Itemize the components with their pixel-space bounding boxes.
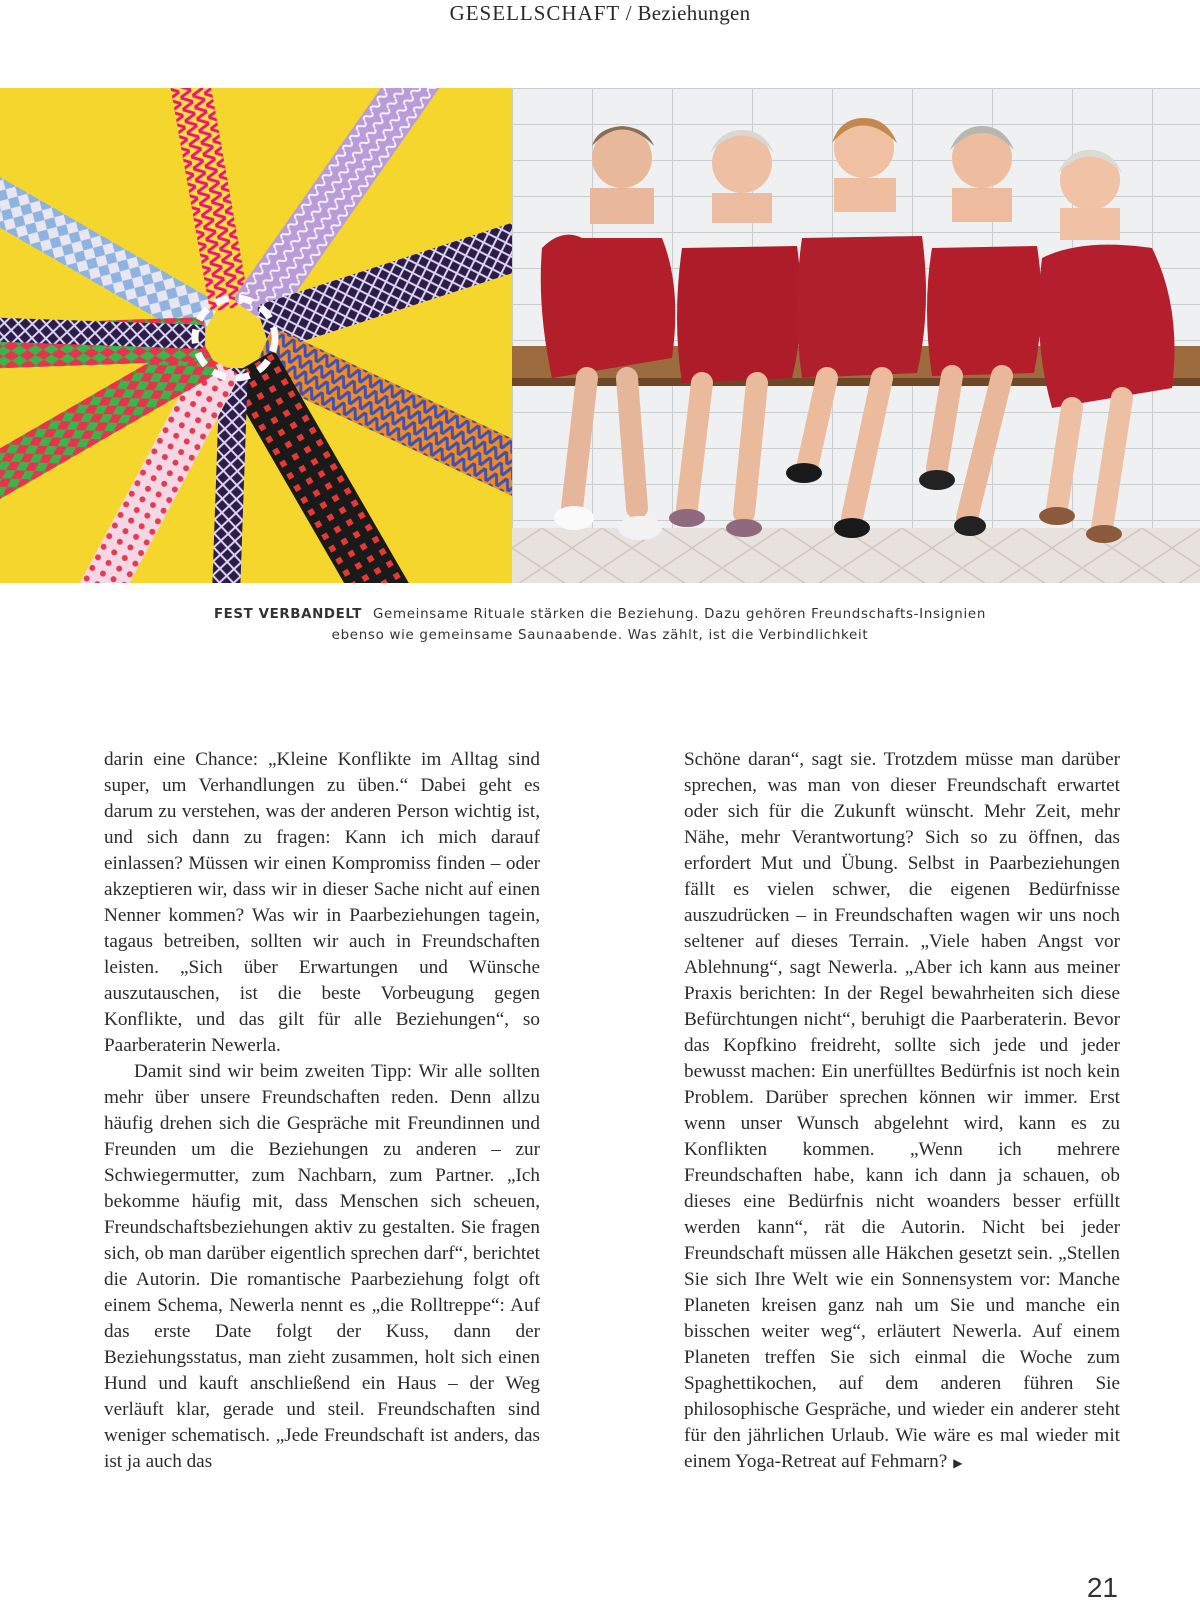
paragraph-with-end [684,747,1120,1476]
bracelets-illustration [0,88,512,583]
bracelets-photo [0,88,512,583]
article-column-left [104,747,540,1475]
paragraph-text: Schöne daran“, sagt sie. Trotzdem müsse man darüber sprechen, was man von dieser Freundschaft erwartet oder sich für die Zukunft wünscht. Mehr Zeit, mehr Nähe, mehr Verantwortung? Sich so zu öffnen, das erfordert Mut und Übung. Selbst in Paarbeziehungen fällt es vielen schwer, die eigenen Bedürfnisse auszudrücken – in Freundschaften wagen wir uns noch seltener auf dieses Terrain. „Viele haben Angst vor Ablehnung“, sagt Newerla. „Aber ich kann aus meiner Praxis berichten: In der Regel bewahrheiten sich diese Befürchtungen nicht“, beruhigt die Paarberaterin. Bevor das Kopfkino freidreht, sollte sich jede und jeder bewusst machen: Ein unerfülltes Bedürfnis ist noch kein Problem. Darüber sprechen können wir immer. Erst wenn unser Wunsch abgelehnt wird, kann es zu Konflikten kommen. „Wenn ich mehrere Freundschaften habe, kann ich dann ja schauen, ob dieses eine Bedürfnis nicht woanders besser erfüllt werden kann“, rät die Autorin. Nicht bei jeder Freundschaft müssen alle Häkchen gesetzt sein. „Stellen Sie sich Ihre Welt wie ein Sonnensystem vor: Manche Planeten kreisen ganz nah um Sie und manche ein bisschen weiter weg“, erläutert Newerla. Auf einem Planeten treffen Sie sich einmal die Woche zum Spaghettikochen, auf dem anderen führen Sie philosophische Gespräche, und wieder ein anderer steht für den jährlichen Urlaub. Wie wäre es mal wieder mit einem Yoga-Retreat auf Fehmarn? [684,749,1120,1472]
continue-arrow-icon: ▶ [953,1456,963,1470]
caption-text-1: Gemeinsame Rituale stärken die Beziehung. Dazu gehören Freundschafts-Insignien [372,607,987,622]
article-column-right [684,747,1120,1476]
header-section: GESELLSCHAFT [449,1,621,25]
page-number: 21 [1086,1572,1118,1603]
caption-label: FEST VERBANDELT [213,607,362,622]
header-separator: / [620,1,638,25]
sauna-illustration [512,88,1200,583]
photo-caption [150,604,1050,646]
caption-line-1 [150,604,1050,625]
caption-line-2: ebenso wie gemeinsame Saunaabende. Was zählt, ist die Verbindlichkeit [331,628,869,643]
running-header [0,0,1200,40]
paragraph: Damit sind wir beim zweiten Tipp: Wir alle sollten mehr über unsere Freundschaften reden. Denn allzu häufig drehen sich die Gespräche mit Freundinnen und Freunden um die Beziehungen zu anderen – zur Schwiegermutter, zum Nachbarn, zum Partner. „Ich bekomme häufig mit, dass Menschen sich scheuen, Freundschaftsbeziehungen aktiv zu gestalten. Sie fragen sich, ob man darüber eigentlich sprechen darf“, berichtet die Autorin. Die romantische Paarbeziehung folgt oft einem Schema, Newerla nennt es „die Rolltreppe“: Auf das erste Date folgt der Kuss, dann der Beziehungsstatus, man zieht zusammen, holt sich einen Hund und kauft anschließend ein Haus – der Weg verläuft klar, gerade und steil. Freundschaften sind weniger schematisch. „Jede Freundschaft ist anders, das ist ja auch das [104,1061,540,1472]
paragraph: darin eine Chance: „Kleine Konflikte im Alltag sind super, um Verhandlungen zu üben.“ Dabei geht es darum zu verstehen, was der anderen Person wichtig ist, und sich dann zu fragen: Kann ich mich darauf einlassen? Müssen wir einen Kompromiss finden – oder akzeptieren wir, dass wir in dieser Sache nicht auf einen Nenner kommen? Was wir in Paarbeziehungen tagein, tagaus betreiben, sollten wir auch in Freundschaften leisten. „Sich über Erwartungen und Wünsche auszutauschen, ist die beste Vorbeugung gegen Konflikte, und das gilt für alle Beziehungen“, so Paarberaterin Newerla. [104,749,540,1056]
header-topic: Beziehungen [637,1,751,25]
sauna-photo [512,88,1200,583]
